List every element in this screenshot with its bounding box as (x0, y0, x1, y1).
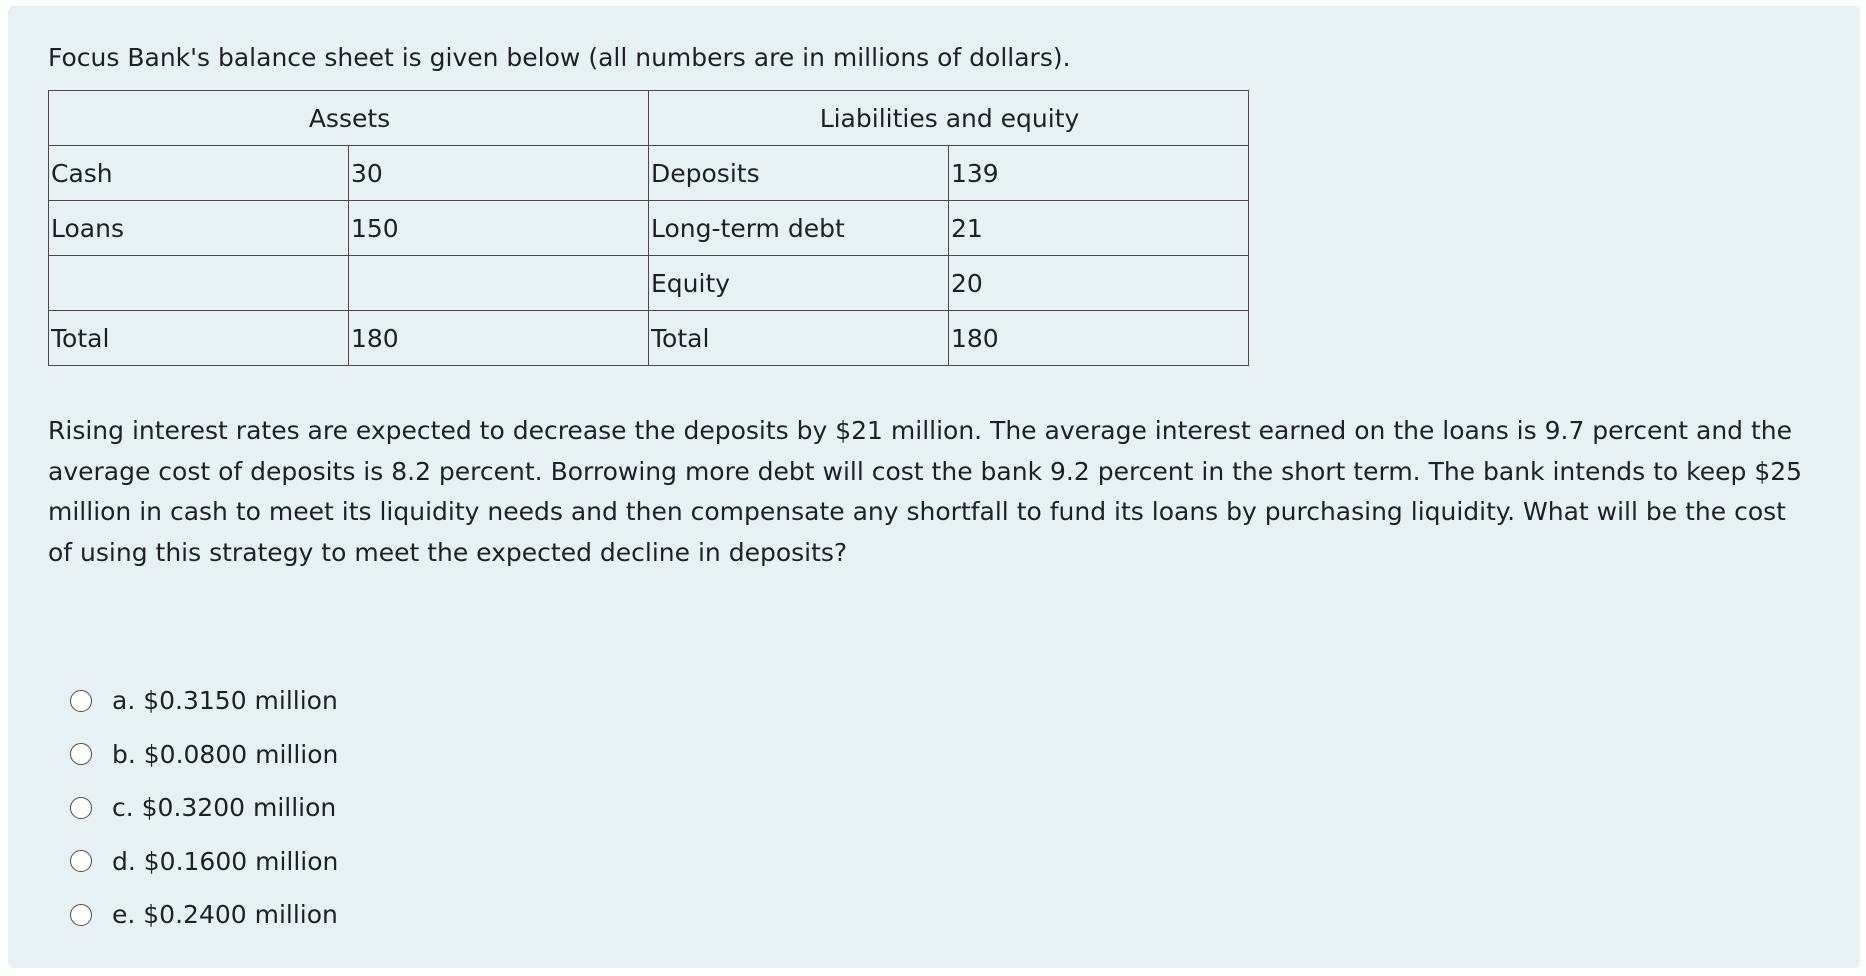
answer-option-label: e. $0.2400 million (112, 900, 338, 930)
table-cell: Equity (649, 256, 949, 311)
answer-option-label: b. $0.0800 million (112, 739, 339, 769)
answer-option-label: a. $0.3150 million (112, 686, 338, 716)
table-cell: 180 (949, 311, 1249, 366)
radio-button[interactable] (70, 904, 92, 926)
radio-button[interactable] (70, 797, 92, 819)
balance-sheet-table (48, 90, 1249, 366)
table-cell (349, 256, 649, 311)
radio-button[interactable] (70, 743, 92, 765)
table-cell: 30 (349, 146, 649, 201)
table-row (49, 201, 1249, 256)
table-row (49, 256, 1249, 311)
table-cell: 180 (349, 311, 649, 366)
table-cell: 21 (949, 201, 1249, 256)
answer-option-b[interactable] (70, 728, 338, 782)
answer-option-label: c. $0.3200 million (112, 793, 337, 823)
answer-option-d[interactable] (70, 835, 338, 889)
table-cell: Total (649, 311, 949, 366)
question-card (8, 6, 1860, 968)
answer-option-e[interactable] (70, 888, 338, 942)
radio-button[interactable] (70, 690, 92, 712)
table-cell: Cash (49, 146, 349, 201)
liabilities-equity-header: Liabilities and equity (649, 91, 1249, 146)
radio-button[interactable] (70, 850, 92, 872)
table-cell: 150 (349, 201, 649, 256)
assets-header: Assets (49, 91, 649, 146)
table-cell: Long-term debt (649, 201, 949, 256)
table-row (49, 146, 1249, 201)
answer-option-label: d. $0.1600 million (112, 846, 339, 876)
question-intro: Focus Bank's balance sheet is given below (all numbers are in millions of dollars). (48, 43, 1071, 72)
table-cell: Deposits (649, 146, 949, 201)
table-row (49, 311, 1249, 366)
answer-option-a[interactable] (70, 674, 338, 728)
table-cell: 20 (949, 256, 1249, 311)
question-text: Rising interest rates are expected to decrease the deposits by $21 million. The average interest earned on the loans is 9.7 percent and the average cost of deposits is 8.2 percent. Borrowing more debt will cost the bank 9.2 percent in the short term. The bank intends to keep $25 million in cash to meet its liquidity needs and then compensate any shortfall to fund its loans by purchasing liquidity. What will be the cost of using this strategy to meet the expected decline in deposits? (48, 416, 1803, 567)
table-cell (49, 256, 349, 311)
answer-option-c[interactable] (70, 781, 338, 835)
table-cell: Total (49, 311, 349, 366)
table-cell: 139 (949, 146, 1249, 201)
table-cell: Loans (49, 201, 349, 256)
answer-options (70, 674, 338, 942)
table-header-row (49, 91, 1249, 146)
